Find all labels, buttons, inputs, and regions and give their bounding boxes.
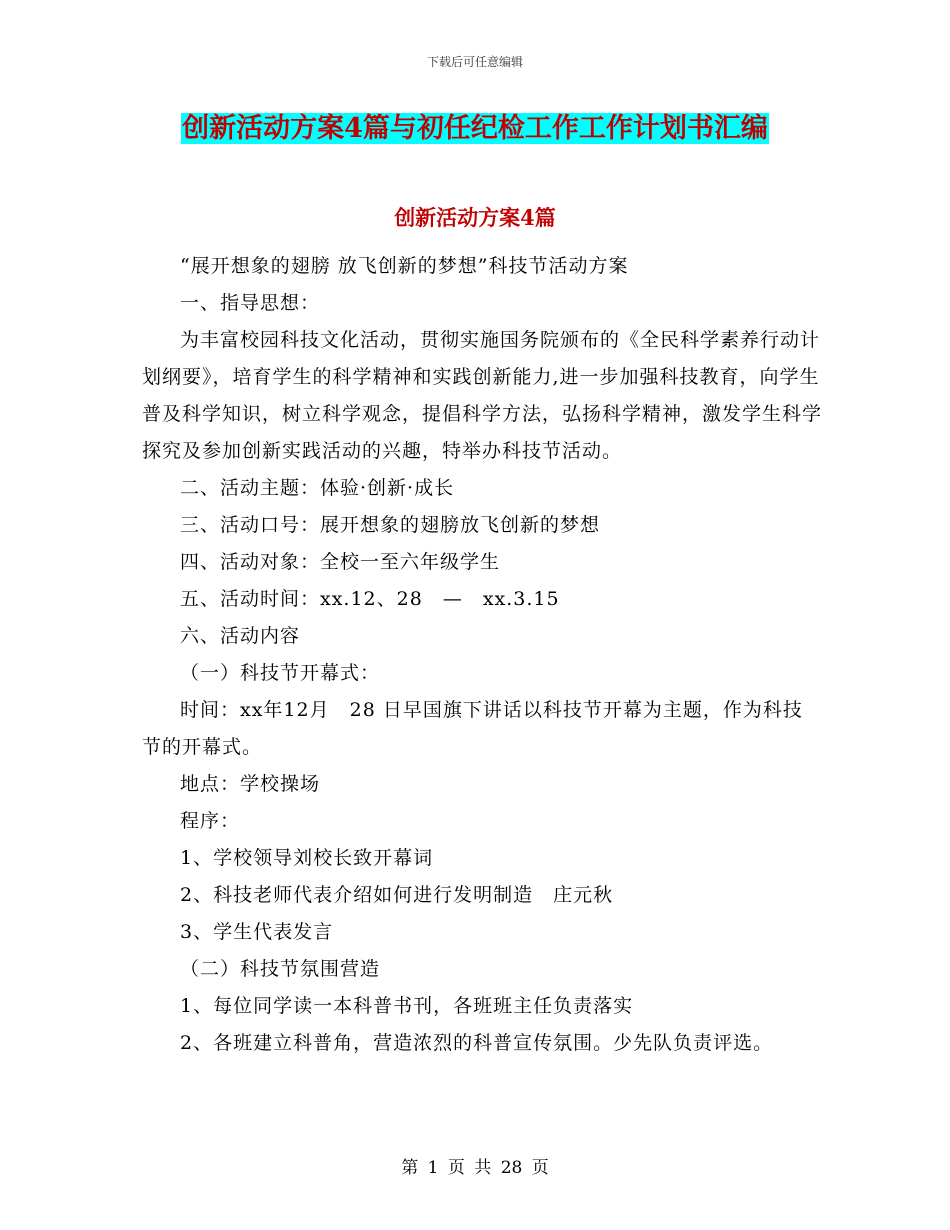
paragraph-slogan: 三、活动口号：展开想象的翅膀放飞创新的梦想 — [180, 514, 601, 536]
paragraph-atmosphere-2: 2、各班建立科普角，营造浓烈的科普宣传氛围。少先队负责评选。 — [180, 1032, 774, 1054]
paragraph-opening-time: 时间：xx年12月 28 日早国旗下讲话以科技节开幕为主题，作为科技节的开幕式。 — [142, 699, 803, 758]
document-title-text: 创新活动方案4篇与初任纪检工作工作计划书汇编 — [182, 113, 768, 144]
paragraph-step-1: 1、学校领导刘校长致开幕词 — [180, 847, 434, 869]
paragraph-step-2: 2、科技老师代表介绍如何进行发明制造 庄元秋 — [180, 884, 614, 906]
paragraph-target: 四、活动对象：全校一至六年级学生 — [180, 551, 501, 573]
page-number: 第 1 页 共 28 页 — [401, 1158, 549, 1178]
paragraph-theme: 二、活动主题：体验·创新·成长 — [180, 477, 455, 499]
paragraph-guiding-thought: 为丰富校园科技文化活动，贯彻实施国务院颁布的《全民科学素养行动计划纲要》，培育学生的科学精神和实践创新能力,进一步加强科技教育，向学生普及科学知识，树立科学观念，提倡科学方法，弘扬科学精神，激发学生科学探究及参加创新实践活动的兴趣，特举办科技节活动。 — [142, 329, 823, 462]
paragraph-content-heading: 六、活动内容 — [180, 625, 301, 647]
document-body — [142, 248, 822, 1062]
paragraph-procedure: 程序： — [180, 810, 241, 832]
paragraph-plan-title: “展开想象的翅膀 放飞创新的梦想”科技节活动方案 — [180, 255, 629, 277]
paragraph-opening-heading: （一）科技节开幕式： — [180, 662, 381, 684]
paragraph-location: 地点：学校操场 — [180, 773, 321, 795]
header-note: 下载后可任意编辑 — [426, 55, 523, 69]
paragraph-atmosphere-1: 1、每位同学读一本科普书刊，各班班主任负责落实 — [180, 995, 634, 1017]
section-title: 创新活动方案4篇 — [394, 205, 556, 230]
paragraph-time: 五、活动时间：xx.12、28 — xx.3.15 — [180, 588, 560, 610]
document-title — [0, 112, 950, 146]
paragraph-heading-1: 一、指导思想： — [180, 292, 321, 314]
paragraph-atmosphere-heading: （二）科技节氛围营造 — [180, 958, 381, 980]
paragraph-step-3: 3、学生代表发言 — [180, 921, 334, 943]
